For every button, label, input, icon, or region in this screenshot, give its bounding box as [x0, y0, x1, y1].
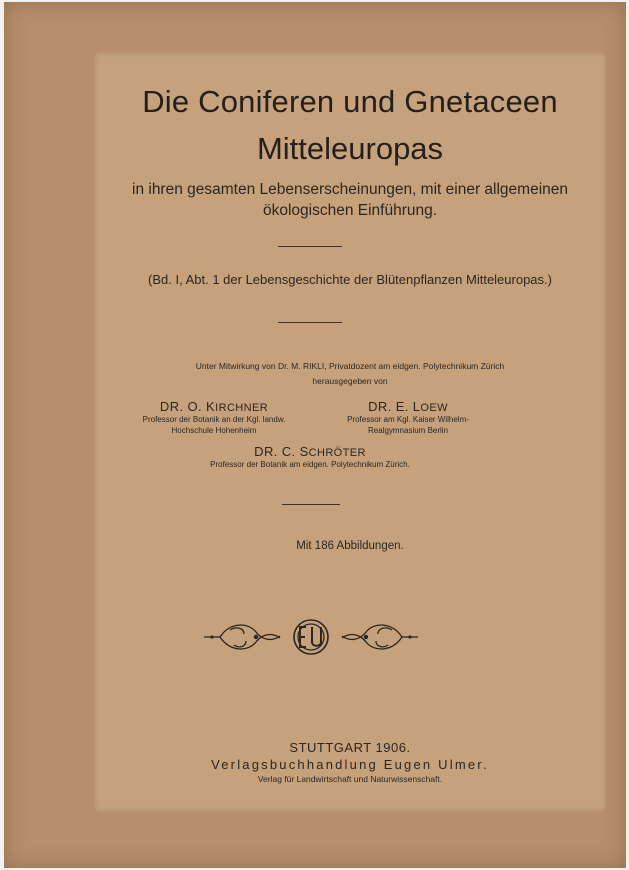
author-affiliation: Professor der Botanik an der Kgl. landw.: [142, 415, 286, 424]
divider-rule: [278, 322, 342, 323]
divider-rule: [278, 246, 342, 247]
author-schroeter: [170, 444, 450, 470]
illustration-count: Mit 186 Abbildungen.: [296, 540, 404, 552]
author-affiliation: Professor der Botanik am eidgen. Polytechnikum Zürich.: [210, 460, 410, 469]
author-affiliation: Realgymnasium Berlin: [367, 426, 449, 435]
author-name: DR. O. KIRCHNER: [159, 399, 269, 414]
author-kirchner: [104, 399, 324, 436]
place-and-year: STUTTGART 1906.: [289, 740, 411, 755]
title-line-1: Die Coniferen und Gnetaceen: [142, 84, 558, 119]
collaboration-line-2: herausgegeben von: [312, 376, 388, 386]
publisher-subtitle: Verlag für Landwirtschaft und Naturwissenschaft.: [257, 774, 443, 784]
EU-monogram-ornament-icon: [200, 614, 422, 660]
author-name: DR. E. LOEW: [368, 399, 448, 414]
publisher-name: Verlagsbuchhandlung Eugen Ulmer.: [211, 757, 489, 772]
subtitle-line-1: in ihren gesamten Lebenserscheinungen, mit einer allgemeinen: [132, 181, 568, 198]
author-affiliation: Professor am Kgl. Kaiser Wilhelm-: [347, 415, 469, 424]
divider-rule: [282, 504, 340, 505]
series-note: (Bd. I, Abt. 1 der Lebensgeschichte der Blütenpflanzen Mitteleuropas.): [148, 272, 552, 287]
author-name: DR. C. SCHRÖTER: [254, 444, 366, 459]
title-line-2: Mitteleuropas: [256, 131, 444, 166]
author-affiliation: Hochschule Hohenheim: [171, 426, 257, 435]
collaboration-line-1: Unter Mitwirkung von Dr. M. RIKLI, Privatdozent am eidgen. Polytechnikum Zürich: [195, 361, 505, 371]
subtitle-line-2: ökologischen Einführung.: [262, 202, 438, 219]
author-loew: [298, 399, 518, 436]
